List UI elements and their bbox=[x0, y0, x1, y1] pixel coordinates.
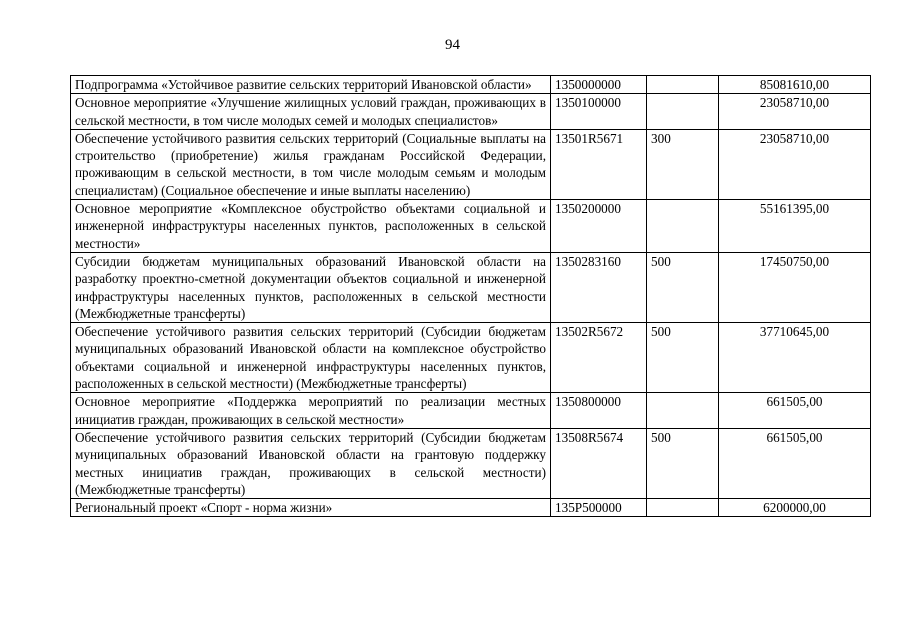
budget-table bbox=[70, 75, 871, 517]
row-name: Обеспечение устойчивого развития сельских территорий (Субсидии бюджетам муниципальных образований Ивановской области на грантовую поддержку местных инициатив граждан, проживающих в сельской местности) (Межбюджетные трансферты) bbox=[71, 428, 551, 498]
row-name: Обеспечение устойчивого развития сельских территорий (Субсидии бюджетам муниципальных образований Ивановской области на комплексное обустройство объектами социальной и инженерной инфраструктуры населенных пунктов, расположенных в сельской местности) (Межбюджетные трансферты) bbox=[71, 323, 551, 393]
row-expense-type bbox=[647, 200, 719, 253]
row-code: 1350000000 bbox=[551, 76, 647, 94]
row-amount: 6200000,00 bbox=[719, 499, 871, 517]
row-name: Субсидии бюджетам муниципальных образований Ивановской области на разработку проектно-сметной документации объектов социальной и инженерной инфраструктуры населенных пунктов, расположенных в сельской местности (Межбюджетные трансферты) bbox=[71, 252, 551, 322]
row-name: Подпрограмма «Устойчивое развитие сельских территорий Ивановской области» bbox=[71, 76, 551, 94]
row-amount: 55161395,00 bbox=[719, 200, 871, 253]
row-expense-type: 500 bbox=[647, 323, 719, 393]
table-row bbox=[71, 393, 871, 429]
table-row bbox=[71, 252, 871, 322]
table-row bbox=[71, 76, 871, 94]
row-expense-type bbox=[647, 76, 719, 94]
row-amount: 17450750,00 bbox=[719, 252, 871, 322]
row-amount: 37710645,00 bbox=[719, 323, 871, 393]
row-expense-type: 500 bbox=[647, 428, 719, 498]
row-expense-type bbox=[647, 94, 719, 130]
row-code: 13508R5674 bbox=[551, 428, 647, 498]
table-row bbox=[71, 428, 871, 498]
row-name: Основное мероприятие «Поддержка мероприятий по реализации местных инициатив граждан, проживающих в сельской местности» bbox=[71, 393, 551, 429]
row-expense-type: 500 bbox=[647, 252, 719, 322]
row-name: Обеспечение устойчивого развития сельских территорий (Социальные выплаты на строительство (приобретение) жилья гражданам Российской Федерации, проживающим в сельской местности, в том числе молодым семьям и молодым специалистам) (Социальное обеспечение и иные выплаты населению) bbox=[71, 129, 551, 199]
row-code: 1350200000 bbox=[551, 200, 647, 253]
row-name: Основное мероприятие «Комплексное обустройство объектами социальной и инженерной инфраструктуры населенных пунктов, расположенных в сельской местности» bbox=[71, 200, 551, 253]
row-name: Основное мероприятие «Улучшение жилищных условий граждан, проживающих в сельской местности, в том числе молодых семей и молодых специалистов» bbox=[71, 94, 551, 130]
row-expense-type: 300 bbox=[647, 129, 719, 199]
page-number: 94 bbox=[445, 37, 460, 53]
row-code: 135P500000 bbox=[551, 499, 647, 517]
row-amount: 23058710,00 bbox=[719, 94, 871, 130]
row-amount: 661505,00 bbox=[719, 393, 871, 429]
row-name: Региональный проект «Спорт - норма жизни» bbox=[71, 499, 551, 517]
table-row bbox=[71, 323, 871, 393]
row-amount: 661505,00 bbox=[719, 428, 871, 498]
row-amount: 23058710,00 bbox=[719, 129, 871, 199]
table-row bbox=[71, 499, 871, 517]
row-code: 1350100000 bbox=[551, 94, 647, 130]
table-row bbox=[71, 129, 871, 199]
row-code: 13502R5672 bbox=[551, 323, 647, 393]
table-row bbox=[71, 200, 871, 253]
row-code: 1350283160 bbox=[551, 252, 647, 322]
row-expense-type bbox=[647, 499, 719, 517]
row-expense-type bbox=[647, 393, 719, 429]
row-code: 13501R5671 bbox=[551, 129, 647, 199]
table-row bbox=[71, 94, 871, 130]
row-amount: 85081610,00 bbox=[719, 76, 871, 94]
row-code: 1350800000 bbox=[551, 393, 647, 429]
